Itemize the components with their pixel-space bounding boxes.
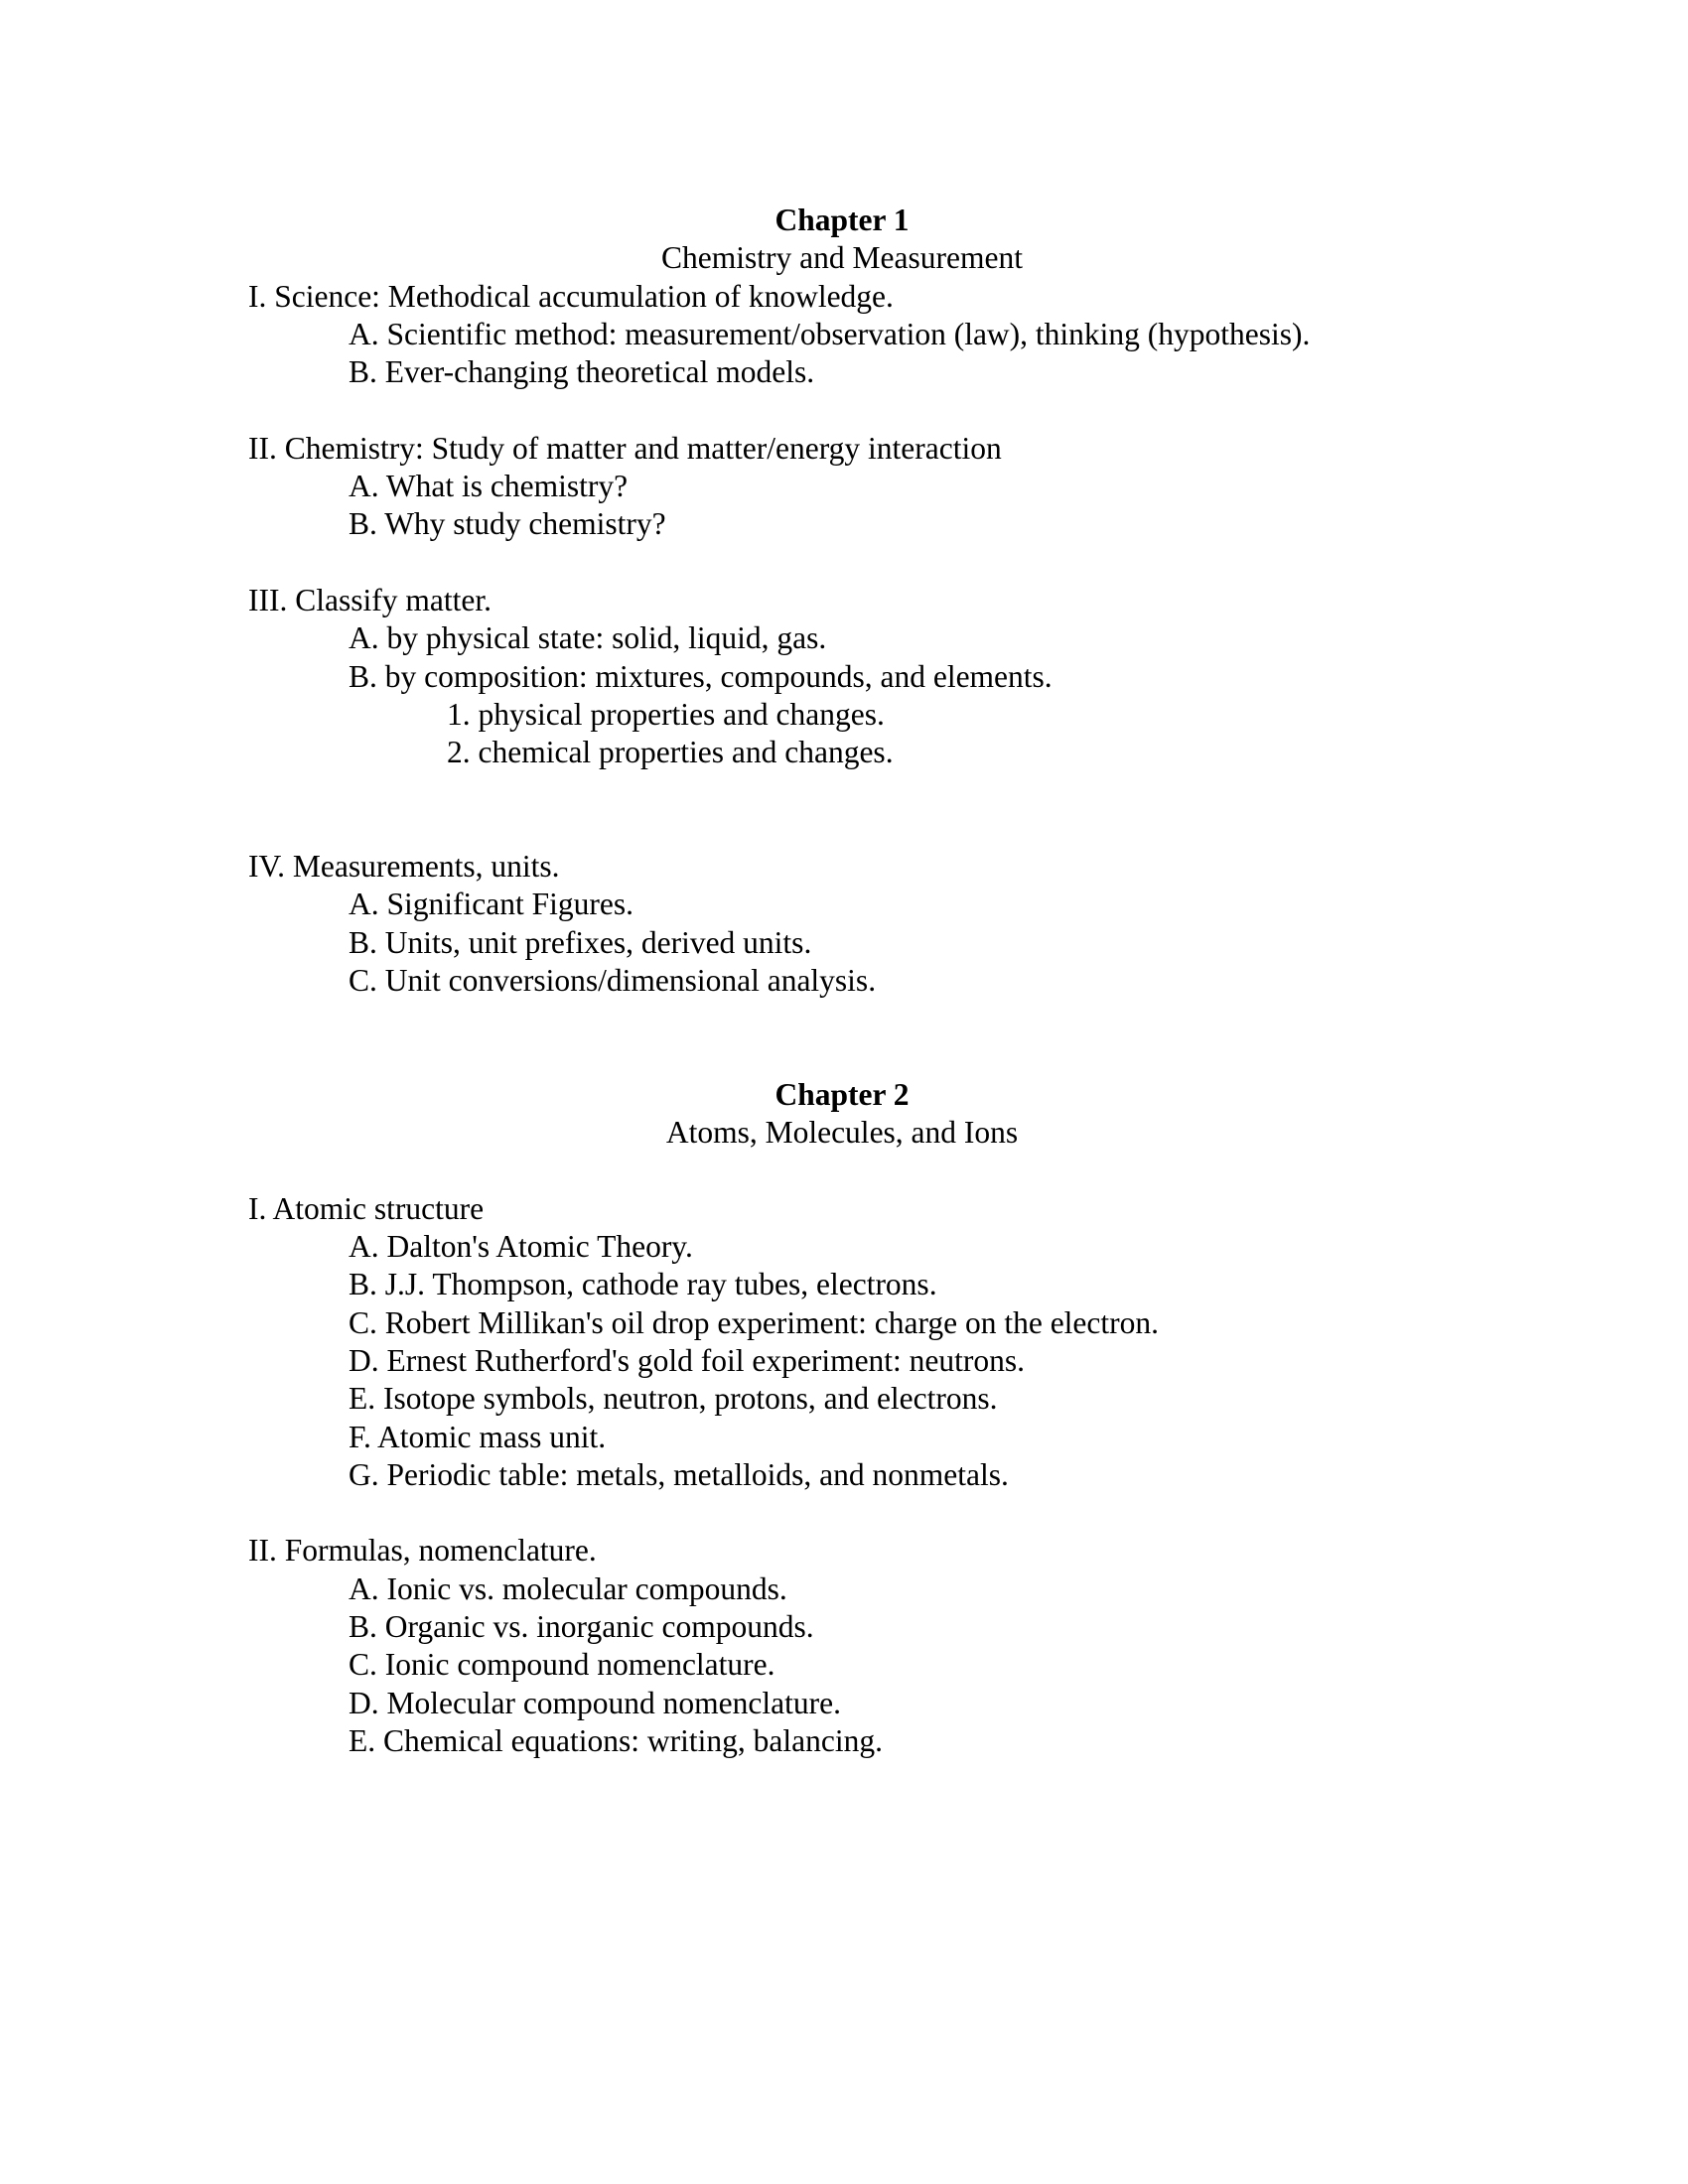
document-page — [0, 202, 1688, 1760]
spacer — [0, 544, 1688, 582]
outline-item: B. by composition: mixtures, compounds, and elements. — [349, 658, 1053, 694]
outline-item: B. J.J. Thompson, cathode ray tubes, electrons. — [349, 1267, 937, 1302]
chapter-subtitle: Atoms, Molecules, and Ions — [665, 1115, 1019, 1151]
outline-item: A. by physical state: solid, liquid, gas. — [349, 620, 827, 656]
outline-item: C. Robert Millikan's oil drop experiment: charge on the electron. — [349, 1304, 1160, 1340]
spacer — [0, 810, 1688, 848]
section-heading: IV. Measurements, units. — [248, 849, 560, 885]
spacer — [0, 1038, 1688, 1076]
section-heading: I. Atomic structure — [248, 1190, 485, 1226]
outline-item: A. Significant Figures. — [349, 887, 633, 922]
chapter-subtitle: Chemistry and Measurement — [661, 240, 1023, 276]
section-heading: II. Chemistry: Study of matter and matter/energy interaction — [248, 430, 1002, 466]
outline-item: B. Organic vs. inorganic compounds. — [349, 1608, 814, 1644]
outline-item: A. What is chemistry? — [349, 469, 629, 504]
outline-item: B. Why study chemistry? — [349, 506, 666, 542]
outline-item: E. Isotope symbols, neutron, protons, and electrons. — [349, 1381, 998, 1417]
outline-item: D. Ernest Rutherford's gold foil experiment: neutrons. — [349, 1342, 1026, 1378]
section-heading: I. Science: Methodical accumulation of knowledge. — [248, 278, 894, 314]
outline-item: G. Periodic table: metals, metalloids, and nonmetals. — [349, 1456, 1009, 1492]
chapter-1 — [0, 202, 1688, 1076]
outline-item: F. Atomic mass unit. — [349, 1419, 607, 1454]
outline-item: B. Units, unit prefixes, derived units. — [349, 924, 812, 960]
chapter-2 — [0, 1076, 1688, 1760]
outline-item: A. Dalton's Atomic Theory. — [349, 1229, 693, 1265]
outline-item: E. Chemical equations: writing, balancing. — [349, 1722, 883, 1758]
chapter-title: Chapter 2 — [774, 1076, 910, 1112]
outline-item: A. Ionic vs. molecular compounds. — [349, 1570, 787, 1606]
outline-item: C. Unit conversions/dimensional analysis. — [349, 962, 877, 998]
outline-subitem: 1. physical properties and changes. — [447, 696, 885, 732]
outline-item: B. Ever-changing theoretical models. — [349, 354, 815, 390]
spacer — [0, 1494, 1688, 1532]
spacer — [0, 1152, 1688, 1189]
chapter-title: Chapter 1 — [774, 203, 910, 237]
spacer — [0, 1000, 1688, 1037]
outline-subitem: 2. chemical properties and changes. — [447, 735, 894, 770]
outline-item: A. Scientific method: measurement/observation (law), thinking (hypothesis). — [349, 316, 1311, 351]
section-heading: III. Classify matter. — [248, 582, 492, 617]
spacer — [0, 771, 1688, 809]
outline-item: C. Ionic compound nomenclature. — [349, 1647, 775, 1683]
section-heading: II. Formulas, nomenclature. — [248, 1533, 597, 1569]
spacer — [0, 391, 1688, 429]
outline-item: D. Molecular compound nomenclature. — [349, 1685, 841, 1720]
